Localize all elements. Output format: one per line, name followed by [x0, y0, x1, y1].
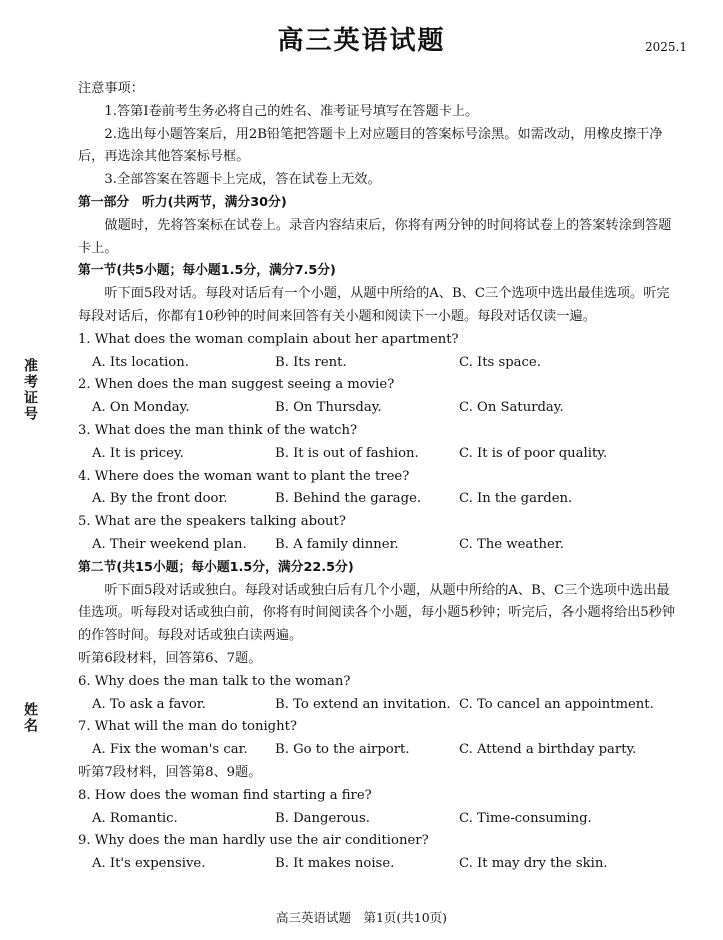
option-c: C. To cancel an appointment.	[459, 696, 654, 712]
option-b: B. On Thursday.	[275, 400, 382, 416]
material-7-note: 听第7段材料，回答第8、9题。	[78, 764, 262, 780]
question-text: 9. Why does the man hardly use the air conditioner?	[78, 833, 429, 849]
option-b: B. Dangerous.	[275, 810, 370, 826]
answer-options	[78, 352, 678, 375]
option-c: C. On Saturday.	[459, 400, 564, 416]
option-a: A. Its location.	[92, 354, 189, 370]
option-a: A. Romantic.	[92, 810, 178, 826]
option-a: A. Fix the woman's car.	[92, 742, 248, 758]
answer-options	[78, 488, 678, 511]
answer-options	[78, 694, 678, 717]
answer-options	[78, 534, 678, 557]
option-a: A. Their weekend plan.	[92, 536, 247, 552]
part1-intro: 做题时，先将答案标在试卷上。录音内容结束后，你将有两分钟的时间将试卷上的答案转涂到答题卡上。	[78, 217, 672, 256]
page-footer: 高三英语试题 第1页(共10页)	[275, 910, 448, 925]
option-b: B. A family dinner.	[275, 536, 399, 552]
question-text: 1. What does the woman complain about her apartment?	[78, 331, 459, 347]
notice-item: 2.选出每小题答案后，用2B铅笔把答题卡上对应题目的答案标号涂黑。如需改动，用橡皮擦干净后，再选涂其他答案标号框。	[78, 126, 663, 165]
option-c: C. Time-consuming.	[459, 810, 592, 826]
answer-options	[78, 853, 678, 876]
answer-options	[78, 808, 678, 831]
notice-heading: 注意事项：	[78, 81, 144, 96]
page-title: 高三英语试题	[277, 26, 446, 56]
exam-id-label: 准考证号	[22, 358, 38, 422]
answer-options	[78, 397, 678, 420]
question-text: 8. How does the woman find starting a fire?	[78, 787, 372, 803]
option-b: B. Behind the garage.	[275, 491, 422, 507]
section1-intro: 听下面5段对话。每段对话后有一个小题，从题中所给的A、B、C三个选项中选出最佳选项。听完每段对话后，你都有10秒钟的时间来回答有关小题和阅读下一小题。每段对话仅读一遍。	[78, 286, 670, 324]
answer-options	[78, 739, 678, 762]
question-text: 5. What are the speakers talking about?	[78, 514, 346, 530]
question-text: 2. When does the man suggest seeing a movie?	[78, 377, 395, 393]
option-a: A. It is pricey.	[92, 445, 184, 461]
material-6-note: 听第6段材料，回答第6、7题。	[78, 650, 262, 666]
option-c: C. It is of poor quality.	[459, 445, 608, 461]
section1-heading: 第一节(共5小题；每小题1.5分，满分7.5分)	[78, 263, 336, 279]
exam-date: 2025.1	[645, 40, 687, 54]
part1-heading: 第一部分 听力(共两节，满分30分)	[78, 194, 287, 210]
option-b: B. It makes noise.	[275, 856, 395, 872]
option-c: C. Attend a birthday party.	[459, 742, 637, 758]
option-c: C. In the garden.	[459, 491, 573, 507]
notice-item: 1.答第Ⅰ卷前考生务必将自己的姓名、准考证号填写在答题卡上。	[104, 103, 479, 119]
section2-intro: 听下面5段对话或独白。每段对话或独白后有几个小题，从题中所给的A、B、C三个选项中选出最佳选项。听每段对话或独白前，你将有时间阅读各个小题，每小题5秒钟；听完后，各小题将给出5秒钟的作答时间。每段对话或独白读两遍。	[78, 582, 676, 644]
section2-questions-a	[78, 671, 678, 762]
option-a: A. It's expensive.	[92, 856, 206, 872]
notice-item: 3.全部答案在答题卡上完成，答在试卷上无效。	[104, 172, 381, 188]
answer-options	[78, 443, 678, 466]
option-b: B. Go to the airport.	[275, 742, 410, 758]
name-label: 姓名	[22, 702, 38, 734]
section2-questions-b	[78, 785, 678, 876]
question-text: 7. What will the man do tonight?	[78, 719, 297, 735]
question-text: 6. Why does the man talk to the woman?	[78, 673, 351, 689]
option-c: C. The weather.	[459, 536, 564, 552]
option-a: A. By the front door.	[92, 491, 228, 507]
section1-questions	[78, 329, 678, 557]
section2-heading: 第二节(共15小题；每小题1.5分，满分22.5分)	[78, 559, 354, 575]
option-b: B. To extend an invitation.	[275, 696, 451, 712]
option-b: B. Its rent.	[275, 354, 347, 370]
option-a: A. On Monday.	[92, 400, 190, 416]
option-b: B. It is out of fashion.	[275, 445, 419, 461]
question-text: 3. What does the man think of the watch?	[78, 422, 358, 438]
option-a: A. To ask a favor.	[92, 696, 206, 712]
question-text: 4. Where does the woman want to plant the tree?	[78, 468, 410, 484]
exam-content	[78, 78, 678, 876]
option-c: C. Its space.	[459, 354, 541, 370]
option-c: C. It may dry the skin.	[459, 856, 608, 872]
